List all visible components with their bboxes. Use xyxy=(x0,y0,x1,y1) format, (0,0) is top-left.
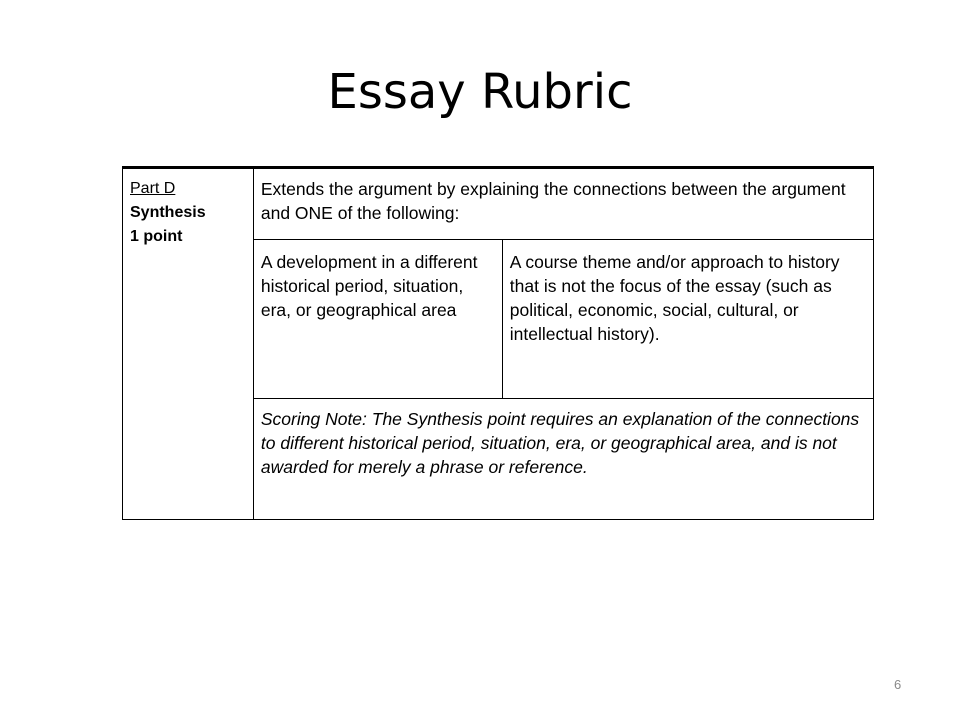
page-number: 6 xyxy=(894,677,902,692)
criterion-cell: Extends the argument by explaining the connections between the argument and ONE of the following: xyxy=(253,168,873,240)
points-label: 1 point xyxy=(130,228,183,245)
rubric-row-criterion xyxy=(123,168,874,240)
part-label: Part D xyxy=(130,180,176,197)
slide-title: Essay Rubric xyxy=(327,64,633,120)
rubric-label-cell xyxy=(123,168,254,520)
option-cell-course-theme: A course theme and/or approach to history that is not the focus of the essay (such as political, economic, social, cultural, or intellectual history). xyxy=(502,240,873,399)
rubric-table xyxy=(122,166,874,520)
category-label: Synthesis xyxy=(130,204,206,221)
option-cell-development: A development in a different historical period, situation, era, or geographical area xyxy=(253,240,502,399)
scoring-note-cell: Scoring Note: The Synthesis point requires an explanation of the connections to different historical period, situation, era, or geographical area, and is not awarded for merely a phrase or reference. xyxy=(253,399,873,520)
